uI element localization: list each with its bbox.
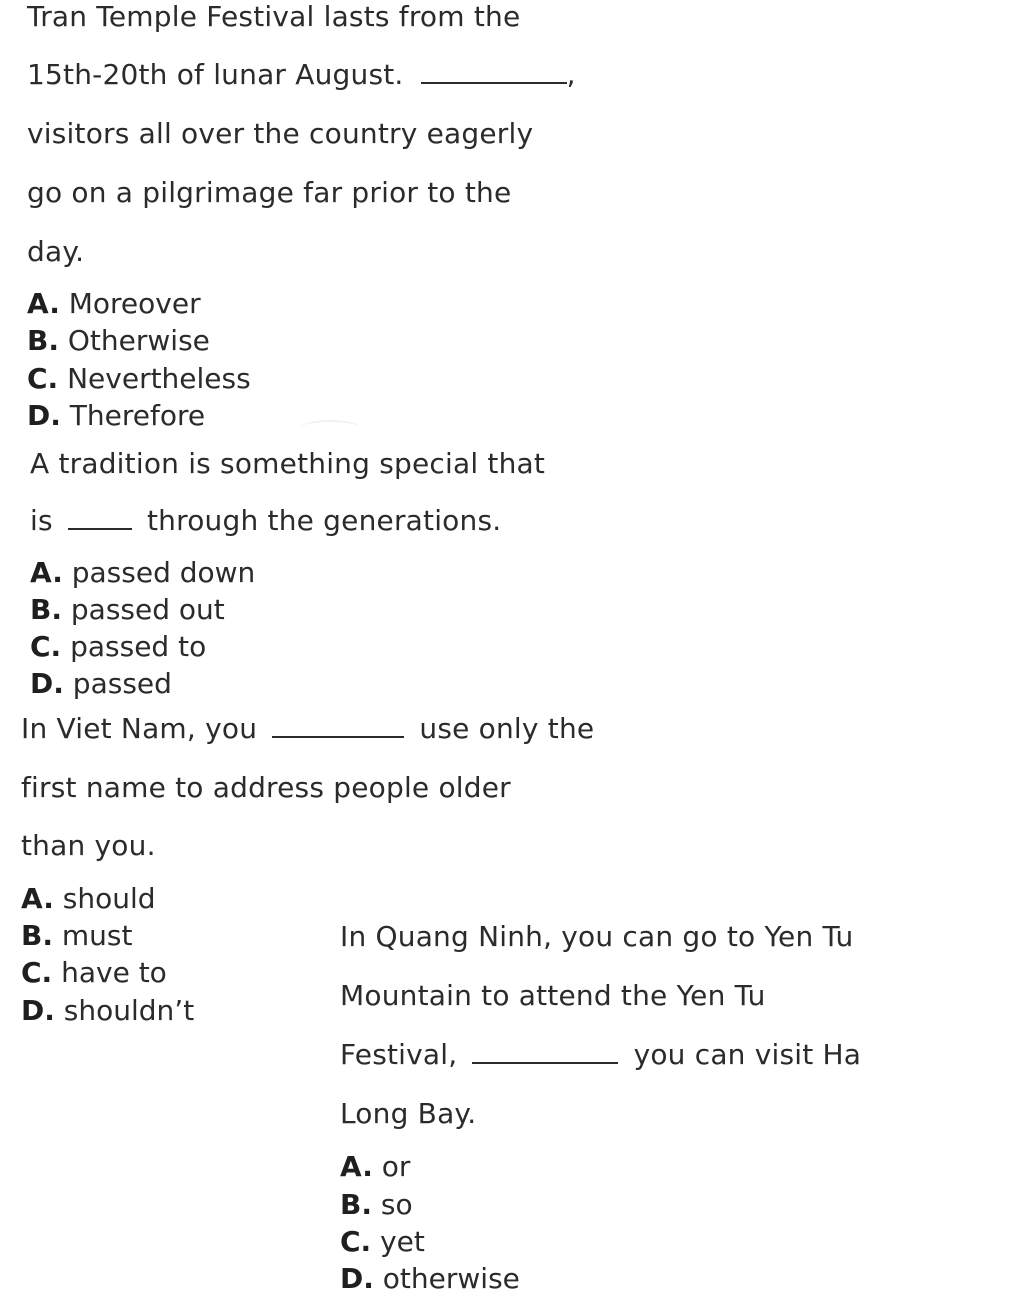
q3-option-d[interactable] <box>21 994 194 1028</box>
option-text: Nevertheless <box>67 362 251 395</box>
q1-line-3: visitors all over the country eagerly <box>27 117 534 150</box>
option-letter: A. <box>30 556 63 589</box>
option-letter: A. <box>340 1150 373 1183</box>
q4-line-1: In Quang Ninh, you can go to Yen Tu <box>340 920 854 953</box>
q4-line-4: Long Bay. <box>340 1097 477 1130</box>
q4-option-b[interactable] <box>340 1188 413 1222</box>
q1-option-b[interactable] <box>27 324 210 358</box>
q2-line-2-text: is <box>30 504 53 537</box>
option-letter: C. <box>30 630 62 663</box>
option-letter: B. <box>340 1188 372 1221</box>
option-letter: C. <box>27 362 59 395</box>
q3-option-b[interactable] <box>21 919 132 953</box>
option-text: Otherwise <box>67 324 210 357</box>
q3-answer-blank <box>272 712 404 738</box>
option-text: passed <box>72 667 172 700</box>
q3-line-3: than you. <box>21 829 156 862</box>
q4-line-3-rest: you can visit Ha <box>633 1038 862 1071</box>
q3-line-1-text: In Viet Nam, you <box>21 712 258 745</box>
q1-option-c[interactable] <box>27 362 251 396</box>
q1-option-a[interactable] <box>27 287 201 321</box>
option-text: passed to <box>70 630 207 663</box>
q4-line-3-text: Festival, <box>340 1038 458 1071</box>
option-letter: C. <box>21 956 53 989</box>
q1-line-5: day. <box>27 235 85 268</box>
q2-line-2-rest: through the generations. <box>147 504 502 537</box>
option-text: Therefore <box>69 399 206 432</box>
q3-line-2: first name to address people older <box>21 771 511 804</box>
option-text: must <box>61 919 133 952</box>
q3-option-c[interactable] <box>21 956 167 990</box>
option-text: or <box>381 1150 411 1183</box>
option-letter: D. <box>30 667 64 700</box>
q4-answer-blank <box>472 1038 618 1064</box>
option-letter: D. <box>340 1262 374 1295</box>
q3-option-a[interactable] <box>21 882 156 916</box>
option-text: passed down <box>71 556 256 589</box>
q1-answer-blank <box>421 58 567 84</box>
option-letter: B. <box>21 919 53 952</box>
option-text: so <box>380 1188 413 1221</box>
q2-line-1: A tradition is something special that <box>30 447 546 480</box>
option-letter: B. <box>30 593 62 626</box>
option-letter: D. <box>27 399 61 432</box>
q2-option-b[interactable] <box>30 593 225 627</box>
q1-line-2-text: 15th-20th of lunar August. <box>27 58 404 91</box>
q1-option-d[interactable] <box>27 399 205 433</box>
q4-line-3 <box>340 1038 861 1072</box>
q2-line-2 <box>30 504 501 538</box>
option-text: otherwise <box>382 1262 520 1295</box>
option-letter: D. <box>21 994 55 1027</box>
q3-line-1 <box>21 712 594 746</box>
option-text: shouldn’t <box>63 994 195 1027</box>
q2-option-c[interactable] <box>30 630 206 664</box>
q4-option-c[interactable] <box>340 1225 425 1259</box>
page-smudge <box>300 420 360 436</box>
q2-option-a[interactable] <box>30 556 255 590</box>
option-letter: A. <box>27 287 60 320</box>
q1-line-2 <box>27 58 576 92</box>
q1-line-1: Tran Temple Festival lasts from the <box>27 0 521 33</box>
option-text: Moreover <box>68 287 201 320</box>
q4-option-a[interactable] <box>340 1150 410 1184</box>
option-text: should <box>62 882 156 915</box>
option-letter: B. <box>27 324 59 357</box>
option-text: passed out <box>70 593 225 626</box>
q4-option-d[interactable] <box>340 1262 520 1296</box>
option-letter: C. <box>340 1225 372 1258</box>
option-text: have to <box>61 956 167 989</box>
option-text: yet <box>380 1225 425 1258</box>
q4-line-2: Mountain to attend the Yen Tu <box>340 979 766 1012</box>
q3-line-1-rest: use only the <box>419 712 595 745</box>
q2-answer-blank <box>68 504 132 530</box>
q2-option-d[interactable] <box>30 667 172 701</box>
q1-line-4: go on a pilgrimage far prior to the <box>27 176 512 209</box>
q1-line-2-comma: , <box>566 58 576 91</box>
option-letter: A. <box>21 882 54 915</box>
